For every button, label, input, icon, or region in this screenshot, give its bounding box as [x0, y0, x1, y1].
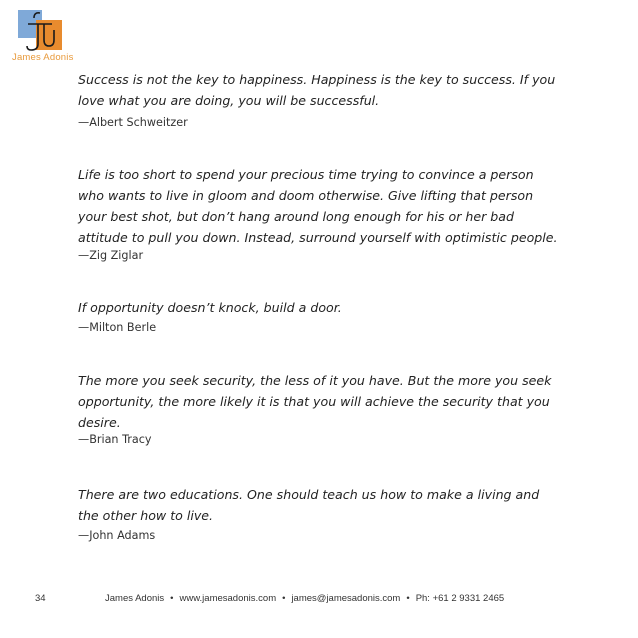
quote-author: —Zig Ziglar — [78, 249, 144, 262]
page-number: 34 — [35, 593, 46, 604]
quote-text: Life is too short to spend your precious time trying to convince a person who wants to live in gloom and doom otherwise. Give lifting that person your best shot, but don’t hang around long enough for his or her bad attitude to pull you down. Instead, surround yourself with optimistic people. — [78, 167, 558, 245]
footer-separator: • — [406, 593, 410, 604]
footer-separator: • — [282, 593, 286, 604]
footer-name: James Adonis — [105, 593, 165, 604]
footer-contact-line — [105, 593, 504, 604]
quote-author: —John Adams — [78, 529, 156, 542]
logo-name: James Adonis — [12, 52, 74, 63]
quote-author: —Brian Tracy — [78, 433, 152, 446]
quote-text: There are two educations. One should teach us how to make a living and the other how to live. — [78, 487, 540, 523]
quote-text: Success is not the key to happiness. Happiness is the key to success. If you love what you are doing, you will be successful. — [78, 72, 556, 108]
footer-website-link[interactable]: www.jamesadonis.com — [179, 593, 277, 604]
quote-text: If opportunity doesn’t knock, build a door. — [78, 300, 342, 315]
quote-text: The more you seek security, the less of it you have. But the more you seek opportunity, the more likely it is that you will achieve the security that you desire. — [78, 373, 552, 430]
quote-author: —Milton Berle — [78, 321, 157, 334]
footer-email-link[interactable]: james@jamesadonis.com — [291, 593, 401, 604]
footer-phone: Ph: +61 2 9331 2465 — [415, 593, 505, 604]
quote-author: —Albert Schweitzer — [78, 116, 188, 129]
footer-separator: • — [170, 593, 174, 604]
